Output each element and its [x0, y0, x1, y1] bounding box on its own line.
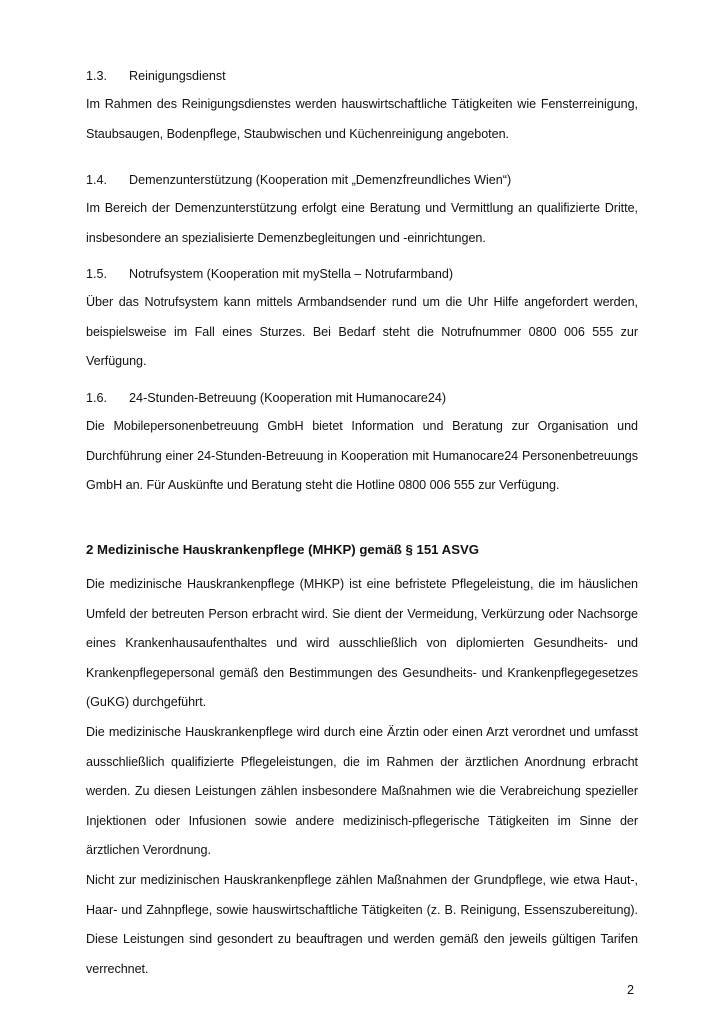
chapter-paragraph-2: Die medizinische Hauskrankenpflege wird durch eine Ärztin oder einen Arzt verordnet und umfasst ausschließlich qualifizierte Pflegeleistungen, die im Rahmen der ärztlichen Anordnung erbracht werden. Zu diesen Leistungen zählen insbesondere Maßnahmen wie die Verabreichung spezieller Injektionen oder Infusionen sowie andere medizinisch-pflegerische Tätigkeiten im Sinne der ärztlichen Verordnung. — [86, 724, 638, 858]
section-heading — [86, 388, 638, 408]
section-body: Im Bereich der Demenzunterstützung erfolgt eine Beratung und Vermittlung an qualifizierte Dritte, insbesondere an spezialisierte Demenzbegleitungen und -einrichtungen. — [86, 201, 638, 245]
section-number: 1.6. — [86, 391, 108, 405]
section-body: Die Mobilepersonenbetreuung GmbH bietet Information und Beratung zur Organisation und Durchführung einer 24-Stunden-Betreuung in Kooperation mit Humanocare24 Personenbetreuungs GmbH an. Für Auskünfte und Beratung steht die Hotline 0800 006 555 zur Verfügung. — [86, 419, 638, 493]
section-heading — [86, 264, 638, 284]
chapter-heading: 2 Medizinische Hauskrankenpflege (MHKP) gemäß § 151 ASVG — [86, 542, 480, 557]
section-title: Demenzunterstützung (Kooperation mit „Demenzfreundliches Wien“) — [129, 173, 512, 187]
section-1-6 — [86, 388, 638, 501]
section-number: 1.3. — [86, 69, 108, 83]
chapter-paragraph-1: Die medizinische Hauskrankenpflege (MHKP) ist eine befristete Pflegeleistung, die im häuslichen Umfeld der betreuten Person erbracht wird. Sie dient der Vermeidung, Verkürzung oder Nachsorge eines Krankenhausaufenthaltes und wird ausschließlich von diplomierten Gesundheits- und Krankenpflegepersonal gemäß den Bestimmungen des Gesundheits- und Krankenpflegegesetzes (GuKG) durchgeführt. — [86, 577, 638, 710]
section-number: 1.5. — [86, 267, 108, 281]
section-title: Reinigungsdienst — [129, 69, 226, 83]
chapter-2 — [86, 540, 638, 984]
section-number: 1.4. — [86, 173, 108, 187]
chapter-paragraph-3: Nicht zur medizinischen Hauskrankenpflege zählen Maßnahmen der Grundpflege, wie etwa Haut-, Haar- und Zahnpflege, sowie hauswirtschaftliche Tätigkeiten (z. B. Reinigung, Essenszubereitung). Diese Leistungen sind gesondert zu beauftragen und werden gemäß den jeweils gültigen Tarifen verrechnet. — [86, 872, 638, 976]
section-body: Über das Notrufsystem kann mittels Armbandsender rund um die Uhr Hilfe angefordert werden, beispielsweise im Fall eines Sturzes. Bei Bedarf steht die Notrufnummer 0800 006 555 zur Verfügung. — [86, 295, 638, 369]
section-heading — [86, 66, 638, 86]
section-1-5 — [86, 264, 638, 377]
section-title: 24-Stunden-Betreuung (Kooperation mit Humanocare24) — [129, 391, 447, 405]
section-1-4 — [86, 170, 638, 253]
section-1-3 — [86, 66, 638, 149]
section-heading — [86, 170, 638, 190]
section-body: Im Rahmen des Reinigungsdienstes werden hauswirtschaftliche Tätigkeiten wie Fensterreinigung, Staubsaugen, Bodenpflege, Staubwischen und Küchenreinigung angeboten. — [86, 97, 638, 141]
section-title: Notrufsystem (Kooperation mit myStella – Notrufarmband) — [129, 267, 454, 281]
page-number: 2 — [627, 983, 635, 997]
